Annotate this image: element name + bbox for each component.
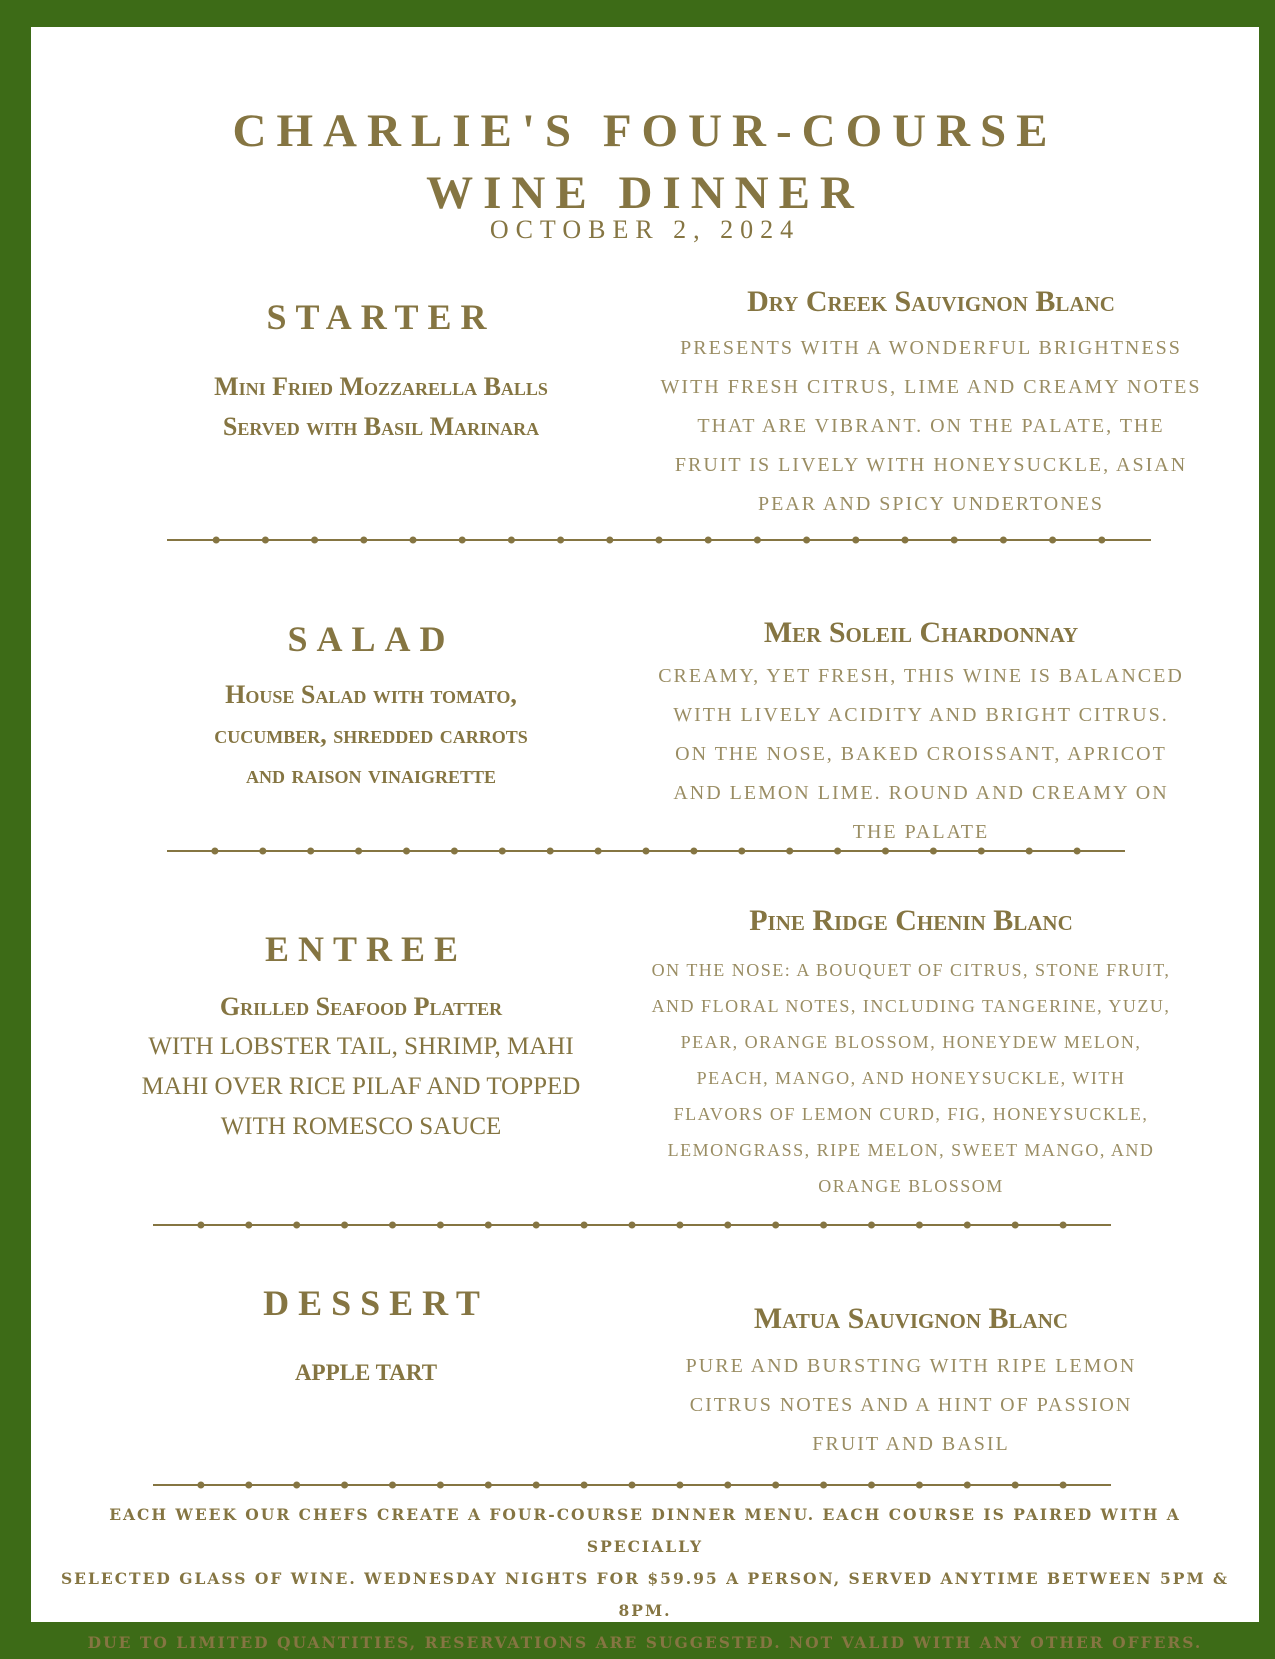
divider-dot xyxy=(852,537,859,544)
divider-dot xyxy=(293,1482,300,1489)
footer-notice xyxy=(56,1499,1234,1659)
divider-dot xyxy=(978,848,985,855)
divider-dot xyxy=(197,1222,204,1229)
divider-dot xyxy=(606,537,613,544)
section-divider xyxy=(167,846,1125,856)
divider-dot xyxy=(868,1222,875,1229)
divider-dot xyxy=(643,848,650,855)
divider-dot xyxy=(360,537,367,544)
divider-dot xyxy=(772,1222,779,1229)
salad-dish-line3: and raison vinaigrette xyxy=(245,760,497,789)
divider-dot xyxy=(772,1482,779,1489)
dish-desc-line: MAHI OVER RICE PILAF AND TOPPED xyxy=(141,1073,581,1100)
divider-dot xyxy=(820,1222,827,1229)
salad-dish-line2: cucumber, shredded carrots xyxy=(214,720,528,749)
footer-line: SELECTED GLASS OF WINE. WEDNESDAY NIGHTS FOR $59.95 A PERSON, SERVED ANYTIME BETWEEN 5PM & 8PM. xyxy=(60,1569,1229,1620)
entree-dish-name: Grilled Seafood Platter xyxy=(219,992,503,1021)
divider-ornament xyxy=(167,535,1151,545)
wine-desc-line: FRUIT AND BASIL xyxy=(812,1433,1010,1455)
divider-dot xyxy=(1012,1482,1019,1489)
divider-dot xyxy=(581,1482,588,1489)
divider-dot xyxy=(485,1222,492,1229)
wine-desc-line: THE PALATE xyxy=(852,821,990,843)
dessert-wine-desc xyxy=(611,1347,1211,1464)
starter-wine-desc xyxy=(631,329,1231,524)
section-divider xyxy=(153,1220,1111,1230)
salad-wine-name: Mer Soleil Chardonnay xyxy=(763,616,1079,649)
starter-dish-line1: Mini Fried Mozzarella Balls xyxy=(214,372,548,401)
divider-dot xyxy=(245,1482,252,1489)
divider-ornament xyxy=(167,846,1125,856)
divider-dot xyxy=(629,1222,636,1229)
wine-desc-line: FLAVORS OF LEMON CURD, FIG, HONEYSUCKLE, xyxy=(673,1104,1149,1124)
wine-desc-line: PEACH, MANGO, AND HONEYSUCKLE, WITH xyxy=(696,1068,1126,1088)
footer-line: EACH WEEK OUR CHEFS CREATE A FOUR-COURSE DINNER MENU. EACH COURSE IS PAIRED WITH A SPECIALLY xyxy=(109,1505,1181,1556)
wine-desc-line: CREAMY, YET FRESH, THIS WINE IS BALANCED xyxy=(658,665,1184,687)
section-divider xyxy=(153,1480,1111,1490)
divider-dot xyxy=(341,1222,348,1229)
divider-dot xyxy=(355,848,362,855)
divider-dot xyxy=(1049,537,1056,544)
wine-desc-line: PURE AND BURSTING WITH RIPE LEMON xyxy=(685,1355,1137,1377)
dessert-dish-name: APPLE TART xyxy=(294,1360,438,1385)
divider-dot xyxy=(557,537,564,544)
divider-dot xyxy=(786,848,793,855)
event-date: OCTOBER 2, 2024 xyxy=(489,215,801,244)
divider-dot xyxy=(245,1222,252,1229)
divider-dot xyxy=(437,1222,444,1229)
wine-desc-line: PEAR AND SPICY UNDERTONES xyxy=(757,493,1105,515)
divider-dot xyxy=(868,1482,875,1489)
divider-dot xyxy=(547,848,554,855)
divider-dot xyxy=(410,537,417,544)
wine-desc-line: THAT ARE VIBRANT. ON THE PALATE, THE xyxy=(697,415,1165,437)
divider-dot xyxy=(738,848,745,855)
divider-dot xyxy=(259,848,266,855)
divider-dot xyxy=(311,537,318,544)
divider-dot xyxy=(533,1222,540,1229)
divider-dot xyxy=(451,848,458,855)
wine-desc-line: AND LEMON LIME. ROUND AND CREAMY ON xyxy=(673,782,1169,804)
dish-desc-line: WITH ROMESCO SAUCE xyxy=(220,1113,502,1140)
entree-wine-desc xyxy=(611,952,1211,1204)
divider-dot xyxy=(964,1222,971,1229)
menu-page xyxy=(31,27,1259,1652)
divider-dot xyxy=(508,537,515,544)
wine-desc-line: WITH LIVELY ACIDITY AND BRIGHT CITRUS. xyxy=(673,704,1169,726)
divider-dot xyxy=(964,1482,971,1489)
divider-dot xyxy=(676,1222,683,1229)
divider-dot xyxy=(307,848,314,855)
divider-dot xyxy=(533,1482,540,1489)
divider-dot xyxy=(820,1482,827,1489)
wine-desc-line: LEMONGRASS, RIPE MELON, SWEET MANGO, AND xyxy=(667,1140,1155,1160)
divider-dot xyxy=(902,537,909,544)
divider-dot xyxy=(213,537,220,544)
divider-dot xyxy=(485,1482,492,1489)
menu-title-line1: CHARLIE'S FOUR-COURSE xyxy=(232,105,1058,157)
course-salad-heading: SALAD xyxy=(287,619,455,659)
divider-dot xyxy=(499,848,506,855)
divider-dot xyxy=(403,848,410,855)
wine-desc-line: PRESENTS WITH A WONDERFUL BRIGHTNESS xyxy=(680,337,1182,359)
wine-desc-line: CITRUS NOTES AND A HINT OF PASSION xyxy=(689,1394,1133,1416)
divider-dot xyxy=(754,537,761,544)
divider-dot xyxy=(690,848,697,855)
divider-dot xyxy=(676,1482,683,1489)
divider-dot xyxy=(656,537,663,544)
salad-wine-desc xyxy=(621,657,1221,852)
divider-dot xyxy=(724,1222,731,1229)
divider-dot xyxy=(951,537,958,544)
divider-dot xyxy=(437,1482,444,1489)
dish-desc-line: WITH LOBSTER TAIL, SHRIMP, MAHI xyxy=(148,1033,574,1060)
divider-dot xyxy=(916,1482,923,1489)
course-dessert-heading: DESSERT xyxy=(263,1283,489,1323)
divider-dot xyxy=(389,1482,396,1489)
dessert-wine-name: Matua Sauvignon Blanc xyxy=(753,1302,1069,1335)
entree-dish-desc xyxy=(81,1027,641,1147)
starter-dish-line2: Served with Basil Marinara xyxy=(222,412,540,441)
footer-line: DUE TO LIMITED QUANTITIES, RESERVATIONS ARE SUGGESTED. NOT VALID WITH ANY OTHER OFFERS. xyxy=(87,1633,1203,1652)
divider-dot xyxy=(459,537,466,544)
divider-dot xyxy=(724,1482,731,1489)
wine-desc-line: ON THE NOSE: A BOUQUET OF CITRUS, STONE FRUIT, xyxy=(651,960,1171,980)
divider-dot xyxy=(197,1482,204,1489)
wine-desc-line: ON THE NOSE, BAKED CROISSANT, APRICOT xyxy=(675,743,1167,765)
divider-dot xyxy=(1026,848,1033,855)
divider-dot xyxy=(834,848,841,855)
wine-desc-line: WITH FRESH CITRUS, LIME AND CREAMY NOTES xyxy=(660,376,1202,398)
divider-dot xyxy=(1012,1222,1019,1229)
divider-ornament xyxy=(153,1480,1111,1490)
divider-dot xyxy=(293,1222,300,1229)
divider-dot xyxy=(1000,537,1007,544)
wine-desc-line: FRUIT IS LIVELY WITH HONEYSUCKLE, ASIAN xyxy=(674,454,1188,476)
divider-dot xyxy=(262,537,269,544)
divider-dot xyxy=(629,1482,636,1489)
course-entree-heading: ENTREE xyxy=(264,929,468,969)
divider-dot xyxy=(930,848,937,855)
divider-dot xyxy=(1074,848,1081,855)
divider-dot xyxy=(595,848,602,855)
divider-dot xyxy=(581,1222,588,1229)
divider-dot xyxy=(916,1222,923,1229)
divider-dot xyxy=(1060,1482,1067,1489)
wine-desc-line: PEAR, ORANGE BLOSSOM, HONEYDEW MELON, xyxy=(680,1032,1142,1052)
wine-desc-line: ORANGE BLOSSOM xyxy=(818,1176,1004,1196)
starter-wine-name: Dry Creek Sauvignon Blanc xyxy=(747,285,1115,318)
divider-dot xyxy=(882,848,889,855)
divider-dot xyxy=(1060,1222,1067,1229)
wine-desc-line: AND FLORAL NOTES, INCLUDING TANGERINE, YUZU, xyxy=(651,996,1171,1016)
section-divider xyxy=(167,535,1151,545)
menu-title-line2: WINE DINNER xyxy=(426,167,864,219)
divider-dot xyxy=(211,848,218,855)
divider-ornament xyxy=(153,1220,1111,1230)
divider-dot xyxy=(705,537,712,544)
divider-dot xyxy=(803,537,810,544)
divider-dot xyxy=(389,1222,396,1229)
course-starter-heading: STARTER xyxy=(266,297,496,337)
entree-wine-name: Pine Ridge Chenin Blanc xyxy=(749,904,1073,937)
salad-dish-line1: House Salad with tomato, xyxy=(225,680,517,709)
divider-dot xyxy=(1098,537,1105,544)
divider-dot xyxy=(341,1482,348,1489)
